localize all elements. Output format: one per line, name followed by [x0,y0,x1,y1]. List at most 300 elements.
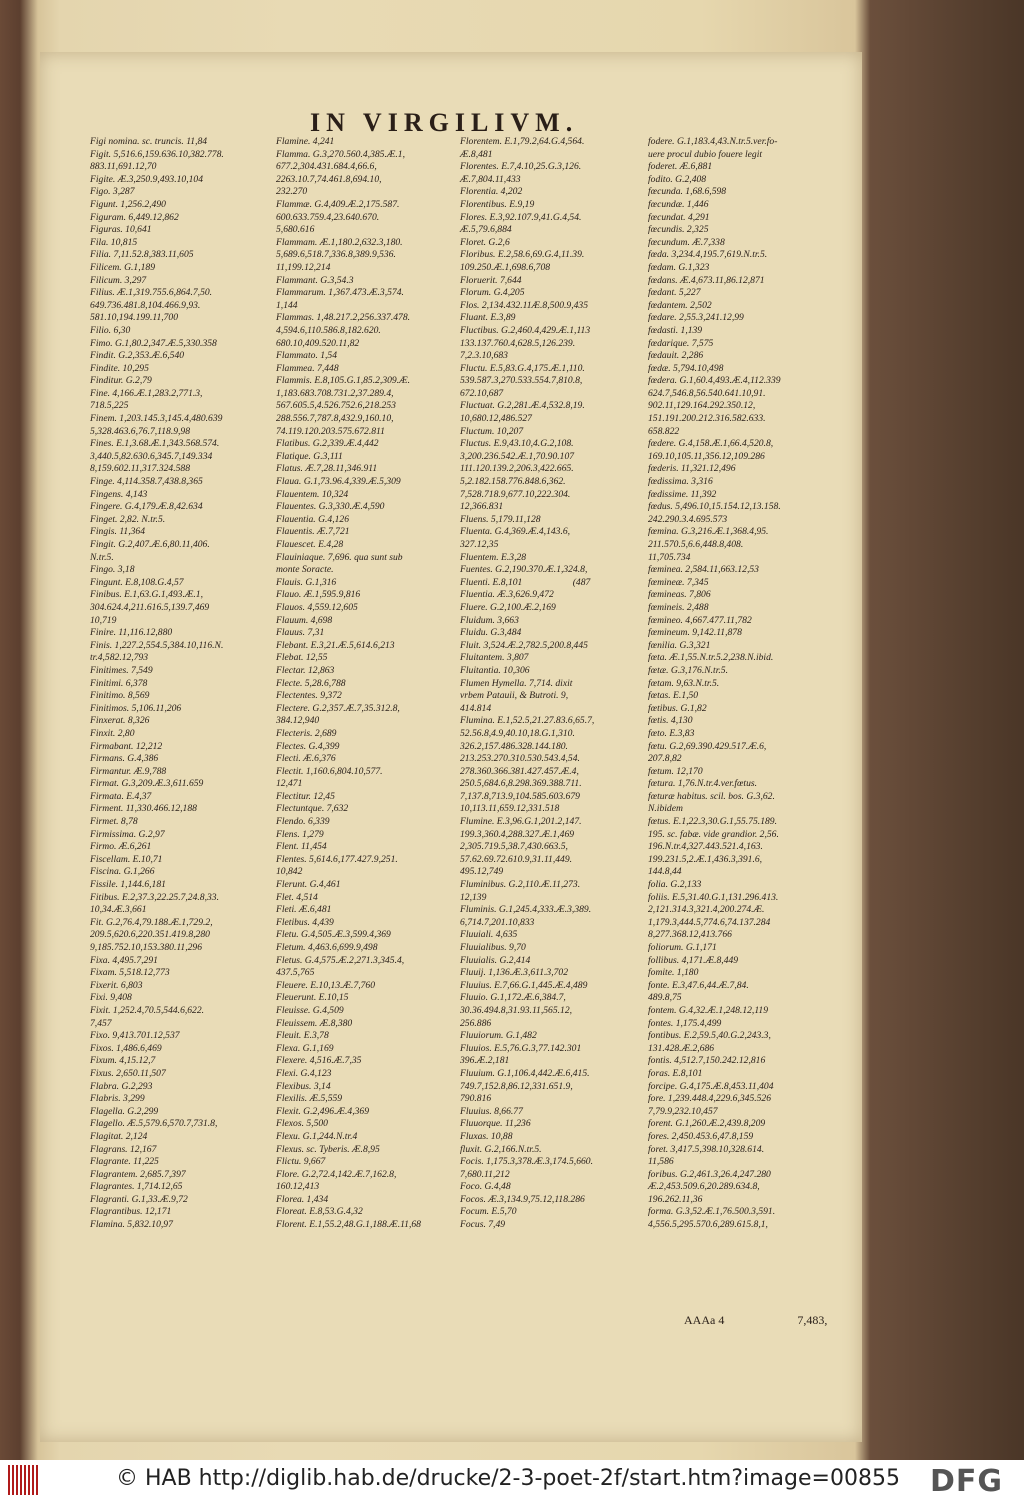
index-entry: Findite. 10,295 [90,362,149,374]
index-entry: Flendo. 6,339 [276,816,330,828]
index-entry: Flauo. Æ.1,595.9,816 [276,589,361,601]
signature-mark [684,1313,827,1328]
index-entry: fomite. 1,180 [648,967,699,979]
index-entry: 10,113.11,659.12,331.518 [460,803,560,815]
index-entry: Figo. 3,287 [90,186,135,198]
index-entry: Fixos. 1,486.6,469 [90,1042,162,1054]
index-entry: Finxit. 2,80 [90,727,135,739]
index-entry: Flexit. G.2,496.Æ.4,369 [276,1105,369,1117]
index-entry: N.ibidem [648,803,683,815]
index-entry: Finget. 2,82. N.tr.5. [90,513,166,525]
index-entry: fœnilia. G.3,321 [648,639,711,651]
index-entry: fontibus. E.2,59.5,40.G.2,243.3, [648,1030,771,1042]
index-entry: 600.633.759.4,23.640.670. [276,211,380,223]
index-entry: Flamine. 4,241 [276,136,335,147]
index-entry: 539.587.3,270.533.554.7,810.8, [460,375,583,387]
index-entry: 718.5,225 [90,400,129,412]
index-entry: 4,594.6,110.586.8,182.620. [276,324,381,336]
index-entry: fœderis. 11,321.12,496 [648,463,736,475]
index-entry: fœdare. 2,55.3,241.12,99 [648,312,744,324]
index-entry: Floribus. E.2,58.6,69.G.4,11.39. [460,249,585,261]
index-entry: fœtura. 1,76.N.tr.4.ver.fœtus. [648,778,758,790]
index-entry: Foco. G.4,48 [460,1181,511,1193]
index-entry: 2,121.314.3,321.4,200.274.Æ. [648,904,765,916]
index-entry: 10,719 [90,614,117,626]
index-entry: Filius. Æ.1,319.755.6,864.7,50. [90,287,213,299]
index-entry: Findit. G.2,353.Æ.6,540 [90,350,185,362]
index-entry: 9,185.752.10,153.380.11,296 [90,942,203,953]
index-entry: Flos. 2,134.432.11Æ.8,500.9,435 [460,299,589,311]
index-entry: tr.4,582.12,793 [90,652,149,664]
hab-logo-icon[interactable] [8,1462,44,1498]
index-entry: 7,2.3.10,683 [460,350,508,362]
index-entry: fontem. G.4,32.Æ.1,248.12,119 [648,1004,769,1016]
index-entry: Finge. 4,114.358.7,438.8,365 [90,476,203,488]
index-entry: Flerunt. G.4,461 [276,879,341,891]
index-entry: Fluuium. G.1,106.4,442.Æ.6,415. [460,1067,590,1079]
index-entry: 57.62.69.72.610.9,31.11,449. [460,853,573,865]
index-entry: Flagitat. 2,124 [90,1130,148,1142]
index-entry: Fluminibus. G.2,110.Æ.11,273. [460,879,581,891]
index-entry: fœdasti. 1,139 [648,324,703,336]
index-entry: Æ.8,481 [460,148,493,160]
index-entry: 160.12,413 [276,1181,320,1193]
index-entry: Fluidum. 3,663 [460,614,519,626]
index-entry: Flumine. E.3,96.G.1,201.2,147. [460,816,582,828]
source-link[interactable]: © HAB http://diglib.hab.de/drucke/2-3-poet-2f/start.htm?image=00855 [116,1466,900,1491]
index-entry: Finibus. E.1,63.G.1,493.Æ.1, [90,589,203,601]
index-entry: Flammato. 1,54 [276,350,338,362]
index-entry: fœdans. Æ.4,673.11,86.12,871 [648,274,765,286]
index-entry: 327.12,35 [460,539,499,550]
index-entry: 30.36.494.8,31.93.11,565.12, [460,1004,573,1016]
index-entry: 213.253.270.310.530.543.4,54. [460,753,580,765]
index-entry: Filicem. G.1,189 [90,261,156,273]
index-entry: Flaua. G.1,73.96.4,339.Æ.5,309 [276,476,401,488]
index-entry: fœdant. 5,227 [648,287,701,299]
index-entry: 5,2.182.158.776.848.6,362. [460,476,566,488]
index-entry: Floret. G.2,6 [460,236,510,248]
index-entry: Flentes. 5,614.6,177.427.9,251. [276,853,398,865]
index-entry: fœdæ. 5,794.10,498 [648,362,724,374]
index-entry: Florent. E.1,55.2,48.G.1,188.Æ.11,68 [276,1219,421,1231]
index-entry: fontes. 1,175.4,499 [648,1017,722,1029]
index-entry: fonte. E.3,47.6,44.Æ.7,84. [648,979,749,991]
index-entry: fœtibus. G.1,82 [648,702,707,714]
index-entry: fœturæ habitus. scil. bos. G.3,62. [648,790,775,802]
index-entry: Fluminis. G.1,245.4,333.Æ.3,389. [460,904,592,916]
index-entry: Fluuij. 1,136.Æ.3,611.3,702 [460,967,569,979]
index-entry: Fitibus. E.2,37.3,22.25.7,24.8,33. [90,891,219,903]
index-entry: Fine. 4,166.Æ.1,283.2,771.3, [90,387,203,399]
index-entry: Fluidu. G.3,484 [460,627,522,639]
index-entry: Fleti. Æ.6,481 [276,904,332,916]
index-entry: Flagrantem. 2,685.7,397 [90,1168,186,1180]
index-entry: Fluuiali. 4,635 [460,929,518,941]
index-entry: 649.736.481.8,104.466.9,93. [90,299,201,311]
index-entry: fœtus. E.1,22.3,30.G.1,55.75.189. [648,816,777,828]
index-entry: forcipe. G.4,175.Æ.8,453.11,404 [648,1080,774,1092]
index-entry: folia. G.2,133 [648,879,702,891]
index-entry: uere procul dubio fouere legit [648,148,763,160]
index-entry: fœmineæ. 7,345 [648,576,709,588]
index-entry: fœcundæ. 1,446 [648,198,709,210]
index-entry: Figunt. 1,256.2,490 [90,198,166,210]
index-entry: Finis. 1,227.2,554.5,384.10,116.N. [90,639,224,651]
index-entry: Flagella. G.2,299 [90,1105,159,1117]
index-entry: Fines. E.1,3.68.Æ.1,343.568.574. [90,438,220,450]
index-entry: N.tr.5. [90,551,114,563]
index-entry: 195. sc. fabæ. vide grandior. 2,56. [648,828,779,840]
index-entry: 211.570.5,6.6,448.8,408. [648,539,744,550]
index-entry: fœtas. E.1,50 [648,690,699,702]
index-entry: Fluuio. G.1,172.Æ.6,384.7, [460,992,566,1004]
index-entry: 749.7,152.8,86.12,331.651.9, [460,1080,573,1092]
index-entry: fodito. G.2,408 [648,173,707,185]
index-entry: Focos. Æ.3,134.9,75.12,118.286 [460,1193,585,1205]
index-entry: Fuentes. G.2,190.370.Æ.1,324.8, [460,564,588,576]
index-entry: 1,144 [276,299,298,311]
index-entry: Flagrantes. 1,714.12,65 [90,1181,183,1193]
index-entry: 677.2,304.431.684.4,66.6, [276,161,377,173]
index-entry: fœdarique. 7,575 [648,337,714,349]
index-entry: fœtum. 12,170 [648,765,703,777]
index-entry: 495.12,749 [460,866,504,878]
index-entry: fluxit. G.2,166.N.tr.5. [460,1143,542,1155]
index-entry: fœminea. 2,584.11,663.12,53 [648,564,759,576]
index-entry: 11,199.12,214 [276,261,331,273]
index-entry: 2263.10.7,74.461.8,694.10, [276,173,382,185]
index-entry: Flexi. G.4,123 [276,1067,332,1079]
index-entry: Flammas. 1,48.217.2,256.337.478. [276,312,411,324]
index-entry: Flauentes. G.3,330.Æ.4,590 [276,501,385,513]
index-entry: Figuras. 10,641 [90,224,152,236]
index-entry: Fixi. 9,408 [90,992,132,1004]
index-entry: Flectes. G.4,399 [276,740,340,752]
index-entry: vrbem Patauii, & Butroti. 9, [460,690,569,702]
index-entry: Fixus. 2,650.11,507 [90,1067,166,1079]
index-entry: Fixa. 4,495.7,291 [90,954,158,966]
index-entry: Figi nomina. sc. truncis. 11,84 [90,136,208,147]
index-entry: Florentes. E.7,4.10,25.G.3,126. [460,161,582,173]
index-entry: Fingit. G.2,407.Æ.6,80.11,406. [90,539,210,550]
index-entry: Finitimi. 6,378 [90,677,148,689]
index-entry: Æ.5,79.6,884 [460,224,512,236]
index-entry: 384.12,940 [276,715,320,727]
index-entry: 8,159.602.11,317.324.588 [90,463,191,475]
index-entry: Flammarum. 1,367.473.Æ.3,574. [276,287,404,299]
index-entry: Flagrans. 12,167 [90,1143,157,1155]
index-entry: Flammam. Æ.1,180.2,632.3,180. [276,236,403,248]
index-entry: 207.8,82 [648,753,682,765]
index-entry: Firmet. 8,78 [90,816,138,828]
index-entry: Fiscina. G.1,266 [90,866,155,878]
index-entry: 5,689.6,518.7,336.8,389.9,536. [276,249,396,261]
index-entry: 111.120.139.2,206.3,422.665. [460,463,574,475]
index-entry: 12,471 [276,778,303,790]
index-entry: Firmo. Æ.6,261 [90,841,152,853]
index-entry: 109.250.Æ.1,698.6,708 [460,261,551,273]
index-entry: foras. E.8,101 [648,1067,703,1079]
index-entry: 11,586 [648,1156,674,1168]
index-entry: fœtu. G.2,69.390.429.517.Æ.6, [648,740,767,752]
index-entry: fœtæ. G.3,176.N.tr.5. [648,664,728,676]
index-entry: Focis. 1,175.3,378.Æ.3,174.5,660. [460,1156,593,1168]
index-entry: 396.Æ.2,181 [460,1055,510,1067]
index-column-3 [460,136,635,1232]
index-entry: fœcundum. Æ.7,338 [648,236,725,248]
index-entry: Flens. 1,279 [276,828,324,840]
index-entry: Fluctum. 10,207 [460,425,524,437]
index-entry: Fingunt. E.8,108.G.4,57 [90,576,184,588]
index-entry: 151.191.200.212.316.582.633. [648,413,766,425]
index-entry: 7,680.11,212 [460,1168,510,1180]
index-entry: Flauos. 4,559.12,605 [276,601,358,613]
index-entry: Flexu. G.1,244.N.tr.4 [276,1130,358,1142]
index-entry: Flebat. 12,55 [276,652,328,664]
index-entry: 3,200.236.542.Æ.1,70.90.107 [460,450,575,462]
index-entry: Flatique. G.3,111 [276,450,343,462]
index-entry: Flabris. 3,299 [90,1093,145,1105]
index-entry: fœdere. G.4,158.Æ.1,66.4,520.8, [648,438,774,450]
index-entry: Finem. 1,203.145.3,145.4,480.639 [90,413,223,425]
index-entry: Flauiniaque. 7,696. qua sunt sub [276,551,403,563]
index-entry: Filia. 7,11.52.8,383.11,605 [90,249,194,261]
index-entry: monte Soracte. [276,564,334,576]
index-entry: fœmineum. 9,142.11,878 [648,627,742,639]
index-entry: Fila. 10,815 [90,236,138,248]
index-entry: Flexere. 4,516.Æ.7,35 [276,1055,362,1067]
index-entry: Fleuerunt. E.10,15 [276,992,349,1004]
index-entry: Firmans. G.4,386 [90,753,159,765]
index-entry: Flexilis. Æ.5,559 [276,1093,343,1105]
index-entry: Flexa. G.1,169 [276,1042,334,1054]
index-entry: Flectentes. 9,372 [276,690,342,702]
index-entry: Fleuisse. G.4,509 [276,1004,344,1016]
index-entry: Flamma. G.3,270.560.4,385.Æ.1, [276,148,405,160]
index-entry: Fluuios. E.5,76.G.3,77.142.301 [460,1042,582,1054]
index-entry: 256.886 [460,1017,492,1029]
index-entry: Flauentem. 10,324 [276,488,349,500]
index-entry: Finitimo. 8,569 [90,690,150,702]
index-entry: fœta. Æ.1,55.N.tr.5.2,238.N.ibid. [648,652,774,664]
index-entry: 6,714.7,201.10,833 [460,916,535,928]
index-entry: fore. 1,239.448.4,229.6,345.526 [648,1093,772,1105]
index-entry: Fluctu. E.5,83.G.4,175.Æ.1,110. [460,362,585,374]
index-entry: Fissile. 1,144.6,181 [90,879,166,891]
index-entry: Flore. G.2,72.4,142.Æ.7,162.8, [276,1168,397,1180]
index-entry: Fluctus. E.9,43.10,4.G.2,108. [460,438,574,450]
index-entry: Florentibus. E.9,19 [460,198,535,210]
catchword: 7,483, [797,1313,828,1327]
index-entry: Fletus. G.4,575.Æ.2,271.3,345.4, [276,954,405,966]
index-entry: 232.270 [276,186,308,198]
index-entry: 10,680.12,486.527 [460,413,532,425]
index-entry: Flent. 11,454 [276,841,327,853]
index-entry: Flamina. 5,832.10,97 [90,1219,173,1231]
index-entry: Floreat. E.8,53.G.4,32 [276,1206,363,1218]
index-entry: 199.3,360.4,288.327.Æ.1,469 [460,828,575,840]
index-entry: forma. G.3,52.Æ.1,76.500.3,591. [648,1206,776,1218]
index-entry: fœtam. 9,63.N.tr.5. [648,677,720,689]
index-entry: follibus. 4,171.Æ.8,449 [648,954,739,966]
index-entry: 680.10,409.520.11,82 [276,337,360,349]
index-entry: 144.8,44 [648,866,682,878]
index-entry: 250.5,684.6,8.298.369.388.711. [460,778,582,790]
index-entry: Flectere. G.2,357.Æ.7,35.312.8, [276,702,400,714]
index-entry: 196.N.tr.4,327.443.521.4,163. [648,841,763,853]
index-entry: Flexibus. 3,14 [276,1080,331,1092]
index-entry: Firmabant. 12,212 [90,740,163,752]
index-entry: Fixum. 4,15.12,7 [90,1055,156,1067]
index-entry: 242.290.3.4.695.573 [648,513,728,525]
index-entry: 304.624.4,211.616.5,139.7,469 [90,601,210,613]
index-entry: 567.605.5,4.526.752.6,218.253 [276,400,396,412]
index-entry: fœdera. G.1,60.4,493.Æ.4,112.339 [648,375,781,387]
index-entry: 209.5,620.6,220.351.419.8,280 [90,929,210,941]
index-entry: 1,183.683.708.731.2,37.289.4, [276,387,394,399]
index-entry: Flammis. E.8,105.G.1,85.2,309.Æ. [276,375,411,387]
index-entry: Fluant. E.3,89 [460,312,516,324]
index-entry: Fluenti. E.8,101 (487 [460,576,591,588]
dfg-logo: DFG [930,1464,1004,1499]
index-entry: Æ.7,804.11,433 [460,173,521,185]
index-entry: fœto. E.3,83 [648,727,695,739]
index-entry: fœdauit. 2,286 [648,350,704,362]
index-entry: 326.2,157.486.328.144.180. [460,740,568,752]
index-entry: Focum. E.5,70 [460,1206,517,1218]
index-entry: 3,440.5,82.630.6,345.7,149.334 [90,450,213,462]
index-entry: Firmat. G.3,209.Æ.3,611.659 [90,778,204,790]
index-entry: fœcundis. 2,325 [648,224,709,236]
index-entry: 489.8,75 [648,992,682,1004]
index-entry: Flectar. 12,863 [276,664,335,676]
index-entry: 581.10,194.199.11,700 [90,312,179,324]
index-entry: 790.816 [460,1093,492,1105]
index-entry: fœmineas. 7,806 [648,589,711,601]
index-entry: 7,528.718.9,677.10,222.304. [460,488,571,500]
index-entry: 672.10,687 [460,387,504,399]
index-entry: Flatus. Æ.7,28.11,346.911 [276,463,378,475]
index-entry: Fletibus. 4,439 [276,916,334,928]
index-entry: 11,705.734 [648,551,691,563]
index-entry: Florentem. E.1,79.2,64.G.4,564. [460,136,585,147]
index-entry: Focus. 7,49 [460,1219,506,1231]
index-entry: Flexos. 5,500 [276,1118,328,1130]
index-entry: Finire. 11,116.12,880 [90,627,173,639]
index-entry: fœda. 3,234.4,195.7,619.N.tr.5. [648,249,768,261]
index-entry: Florum. G.4,205 [460,287,525,299]
index-entry: fœdissima. 3,316 [648,476,713,488]
index-entry: Fluuialibus. 9,70 [460,942,526,953]
index-entry: Flagrante. 11,225 [90,1156,159,1168]
index-entry: Fluentem. E.3,28 [460,551,527,563]
index-entry: Flecte. 5,28.6,788 [276,677,346,689]
index-entry: fœmineo. 4,667.477.11,782 [648,614,752,626]
index-entry: Flectitur. 12,45 [276,790,335,802]
index-entry: fœdissime. 11,392 [648,488,717,500]
index-entry: fœmina. G.3,216.Æ.1,368.4,95. [648,526,769,538]
index-entry: foliorum. G.1,171 [648,942,717,953]
index-entry: Firment. 11,330.466.12,188 [90,803,197,815]
index-entry: Fleuit. E.3,78 [276,1030,329,1042]
index-entry: Fletu. G.4,505.Æ.3,599.4,369 [276,929,391,941]
index-entry: Fluuorque. 11,236 [460,1118,531,1130]
index-entry: fœdantem. 2,502 [648,299,712,311]
index-entry: Fingens. 4,143 [90,488,148,500]
index-entry: 10,842 [276,866,303,878]
index-entry: Fixam. 5,518.12,773 [90,967,170,979]
index-entry: Firmata. E.4,37 [90,790,152,802]
index-entry: Flagrantibus. 12,171 [90,1206,172,1218]
index-entry: Fixit. 1,252.4,70.5,544.6,622. [90,1004,205,1016]
index-entry: Flexus. sc. Tyberis. Æ.8,95 [276,1143,380,1155]
index-entry: 883.11,691.12,70 [90,161,157,173]
index-entry: Flammant. G.3,54.3 [276,274,354,286]
index-entry: Fletum. 4,463.6,699.9,498 [276,942,378,953]
index-entry: fœcunda. 1,68.6,598 [648,186,727,198]
index-entry: 902.11,129.164.292.350.12, [648,400,756,412]
index-entry: 8,277.368.12,413.766 [648,929,732,941]
index-entry: Fingere. G.4,179.Æ.8,42.634 [90,501,203,513]
index-entry: 131.428.Æ.2,686 [648,1042,715,1054]
index-entry: 437.5,765 [276,967,315,979]
index-entry: 4,556.5,295.570.6,289.615.8,1, [648,1219,768,1231]
index-entry: Flauis. G.1,316 [276,576,337,588]
index-entry: Flauum. 4,698 [276,614,333,626]
index-column-4 [648,136,853,1232]
index-entry: Fluxas. 10,88 [460,1130,513,1142]
index-entry: Finitimes. 7,549 [90,664,153,676]
index-entry: Flet. 4,514 [276,891,318,903]
index-entry: Flumen Hymella. 7,714. dixit [460,677,573,689]
index-entry: Flauentis. Æ.7,721 [276,526,350,538]
index-entry: foliis. E.5,31.40.G.1,131.296.413. [648,891,779,903]
index-entry: 1,179.3,444.5,774.6,74.137.284 [648,916,771,928]
index-entry: 12,366.831 [460,501,504,513]
index-entry: foderet. Æ.6,881 [648,161,713,173]
index-entry: 7,137.8,713.9,104.585.603.679 [460,790,580,802]
index-entry: fœcundat. 4,291 [648,211,710,223]
index-entry: 658.822 [648,425,680,437]
index-entry: Floruerit. 7,644 [460,274,522,286]
index-entry: Fluuius. 8,66.77 [460,1105,523,1117]
index-entry: 52.56.8,4.9,40.10,18.G.1,310. [460,727,575,739]
index-entry: Fixerit. 6,803 [90,979,143,991]
index-entry: 414.814 [460,702,492,714]
index-entry: Finxerat. 8,326 [90,715,150,727]
index-entry: fodere. G.1,183.4,43.N.tr.5.ver.fo- [648,136,778,147]
index-entry: fœtis. 4,130 [648,715,693,727]
index-entry: fores. 2,450.453.6,47.8,159 [648,1130,754,1142]
index-entry: Firmissima. G.2,97 [90,828,165,840]
index-entry: Fluctuat. G.2,281.Æ.4,532.8,19. [460,400,585,412]
signature-text: AAAa 4 [684,1313,725,1327]
page-title: IN VIRGILIVM. [310,108,579,137]
index-entry: fœdam. G.1,323 [648,261,710,273]
index-entry: Fimo. G.1,80.2,347.Æ.5,330.358 [90,337,217,349]
index-column-2 [276,136,446,1232]
index-entry: Flumina. E.1,52.5,21.27.83.6,65.7, [460,715,595,727]
index-entry: 196.262.11,36 [648,1193,703,1205]
index-entry: 133.137.760.4,628.5,126.239. [460,337,576,349]
index-entry: 5,680.616 [276,224,315,236]
index-entry: Filicum. 3,297 [90,274,147,286]
index-entry: 5,328.463.6,76.7,118.9,98 [90,425,191,437]
index-entry: Flatibus. G.2,339.Æ.4,442 [276,438,379,450]
index-entry: Flauus. 7,31 [276,627,325,639]
index-entry: fœmineis. 2,488 [648,601,709,613]
